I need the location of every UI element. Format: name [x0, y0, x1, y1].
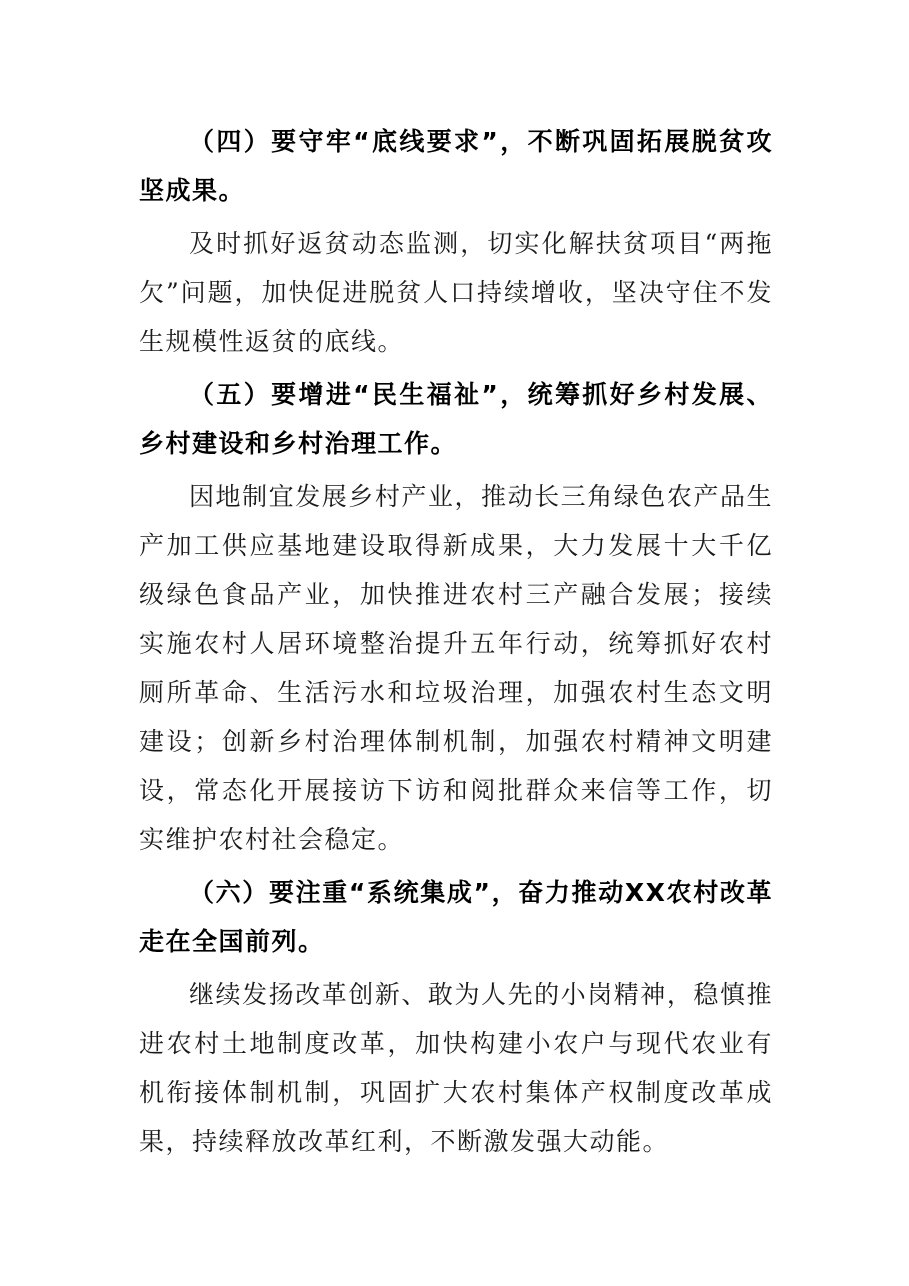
section-paragraph-5: 因地制宜发展乡村产业，推动长三角绿色农产品生产加工供应基地建设取得新成果，大力发展十大千亿级绿色食品产业，加快推进农村三产融合发展；接续实施农村人居环境整治提升五年行动，统筹抓好农村厕所革命、生活污水和垃圾治理，加强农村生态文明建设；创新乡村治理体制机制，加强农村精神文明建设，常态化开展接访下访和阅批群众来信等工作，切实维护农村社会稳定。 [139, 482, 773, 854]
section-paragraph-4: 及时抓好返贫动态监测，切实化解扶贫项目“两拖欠”问题，加快促进脱贫人口持续增收，坚决守住不发生规模性返贫的底线。 [139, 229, 773, 356]
section-heading-5: （五）要增进“民生福祉”，统筹抓好乡村发展、乡村建设和乡村治理工作。 [139, 380, 773, 458]
section-heading-6: （六）要注重“系统集成”，奋力推动XX农村改革走在全国前列。 [139, 878, 773, 956]
document-body [139, 117, 773, 1170]
section-paragraph-6: 继续发扬改革创新、敢为人先的小岗精神，稳慎推进农村土地制度改革，加快构建小农户与现代农业有机衔接体制机制，巩固扩大农村集体产权制度改革成果，持续释放改革红利，不断激发强大动能。 [139, 980, 773, 1156]
section-heading-4: （四）要守牢“底线要求”，不断巩固拓展脱贫攻坚成果。 [139, 127, 773, 205]
